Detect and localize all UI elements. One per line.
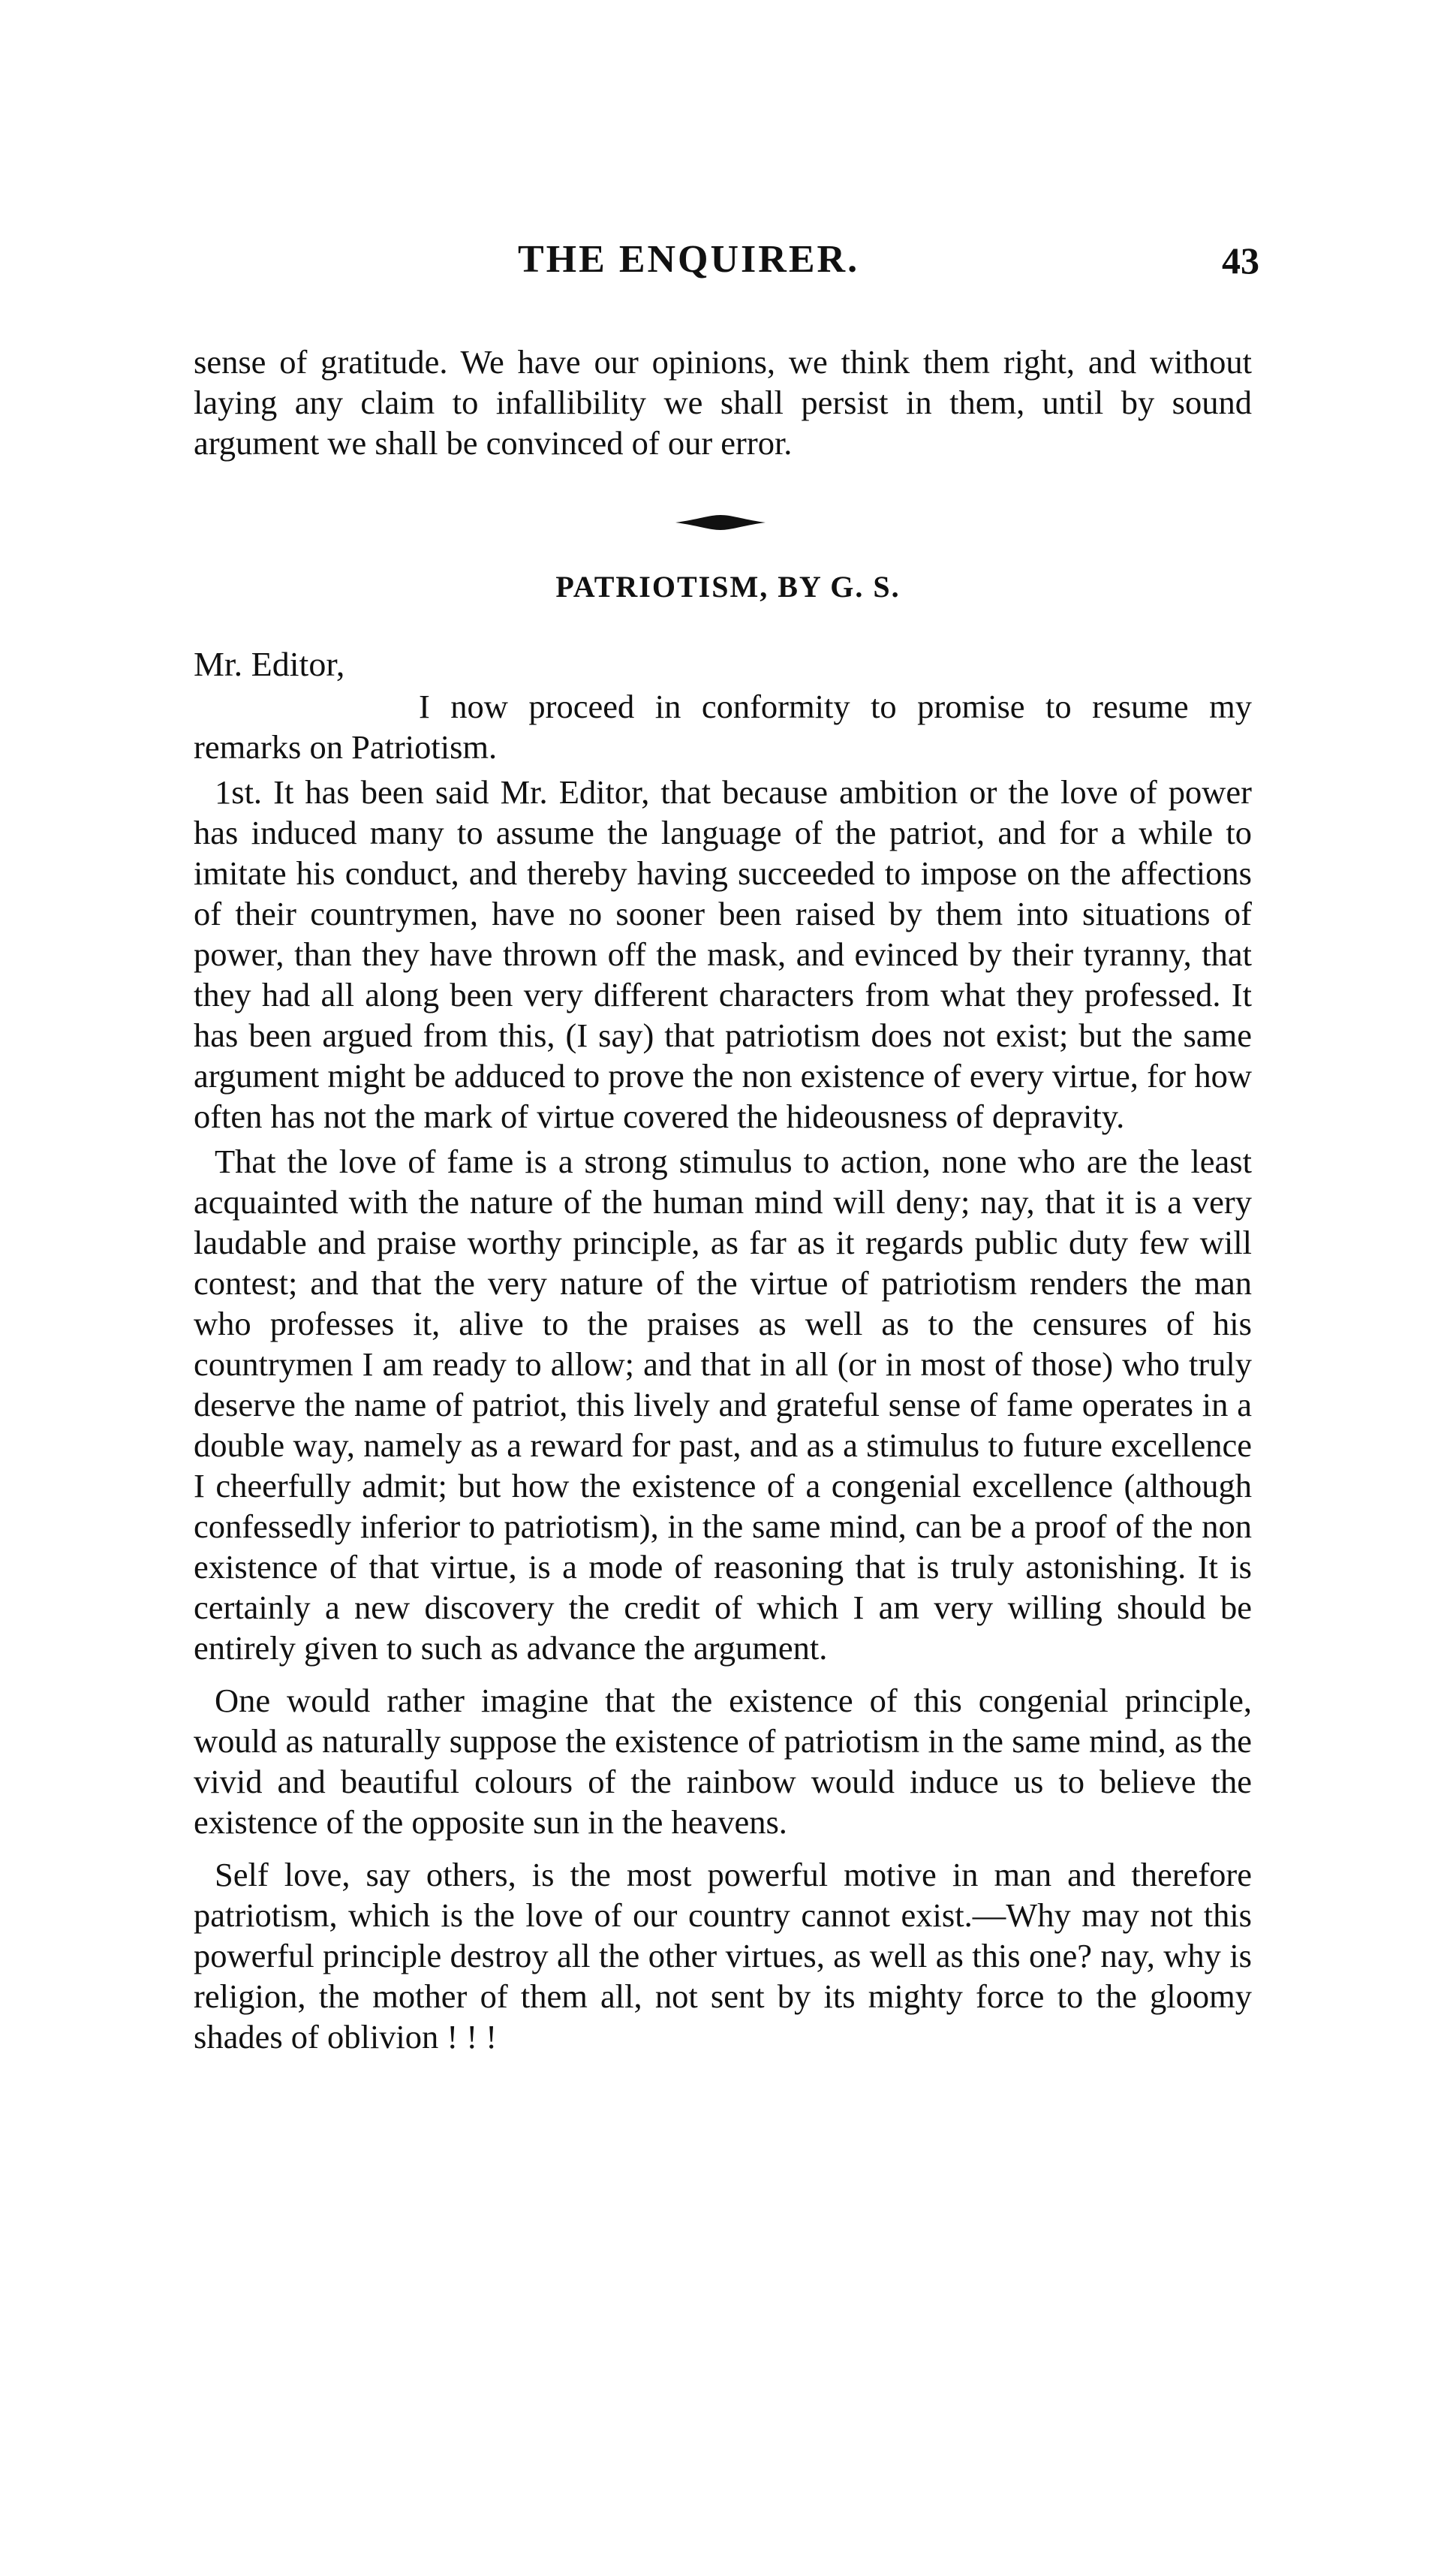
paragraph: I now proceed in conformity to promise to resume my remarks on Patriotism. — [194, 688, 1252, 766]
salutation: Mr. Editor, — [194, 645, 345, 683]
opening-paragraph-block — [194, 342, 1252, 463]
article-heading: PATRIOTISM, BY G. S. — [555, 570, 901, 604]
paragraph: One would rather imagine that the existence of this congenial principle, would as naturally suppose the existence of patriotism in the same mind, as the vivid and beautiful colours of the rainbow would induce us to believe the existence of the opposite sun in the heavens. — [194, 1682, 1252, 1841]
opening-paragraph: sense of gratitude. We have our opinions, we think them right, and without laying any claim to infallibility we shall persist in them, until by sound argument we shall be convinced of our error. — [194, 343, 1252, 462]
paragraph: That the love of fame is a strong stimulus to action, none who are the least acquainted with the nature of the human mind will deny; nay, that it is a very laudable and praise worthy principle, as far as it regards public duty few will contest; and that the very nature of the virtue of patriotism renders the man who professes it, alive to the praises as well as to the censures of his countrymen I am ready to allow; and that in all (or in most of those) who truly deserve the name of patriot, this lively and grateful sense of fame operates in a double way, namely as a reward for past, and as a stimulus to future excellence I cheerfully admit; but how the existence of a congenial excellence (although confessedly inferior to patriotism), in the same mind, can be a proof of the non existence of that virtue, is a mode of reasoning that is truly astonishing. It is certainly a new discovery the credit of which I am very willing should be entirely given to such as advance the argument. — [194, 1143, 1252, 1667]
running-head — [0, 237, 1456, 290]
article-body — [194, 686, 1252, 2057]
paragraph: 1st. It has been said Mr. Editor, that because ambition or the love of power has induced many to assume the language of the patriot, and for a while to imitate his conduct, and thereby having succeeded to impose on the affections of their countrymen, have no sooner been raised by them into situations of power, than they have thrown off the mask, and evinced by their tyranny, that they had all along been very different characters from what they professed. It has been argued from this, (I say) that patriotism does not exist; but the same argument might be adduced to prove the non existence of every virtue, for how often has not the mark of virtue covered the hideousness of depravity. — [194, 773, 1252, 1135]
paragraph: Self love, say others, is the most powerful motive in man and therefore patriotism, which is the love of our country cannot exist.—Why may not this powerful principle destroy all the other virtues, as well as this one? nay, why is religion, the mother of them all, not sent by its mighty force to the gloomy shades of oblivion ! ! ! — [194, 1856, 1252, 2056]
ornamental-divider — [675, 514, 766, 532]
running-title: THE ENQUIRER. — [518, 238, 860, 281]
page-number: 43 — [1222, 239, 1259, 282]
